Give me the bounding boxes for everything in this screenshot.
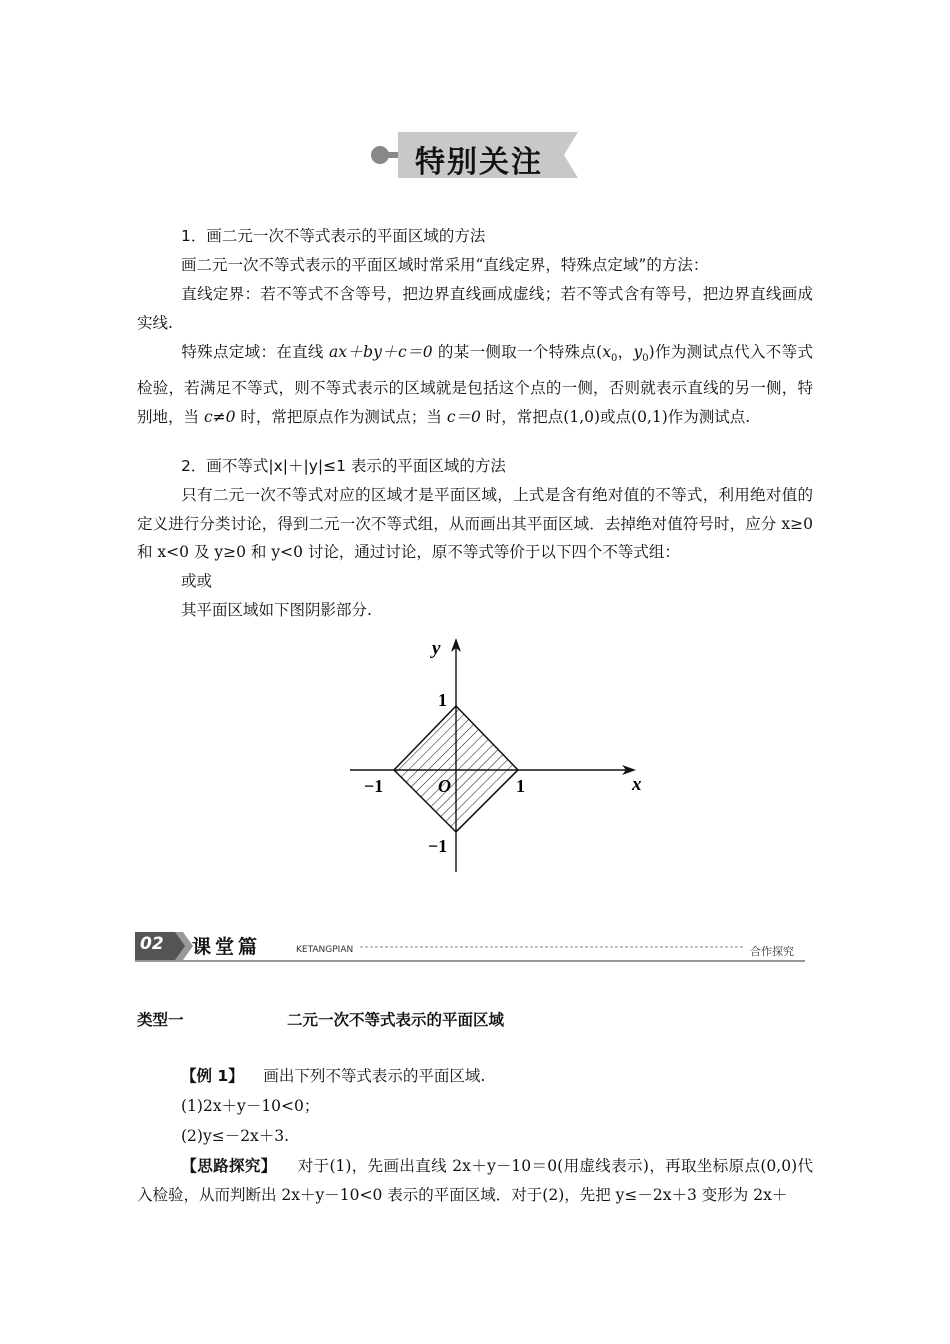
idea-tag: 【思路探究】 xyxy=(181,1157,277,1175)
x-axis-label: x xyxy=(632,774,642,795)
type-label: 类型一 xyxy=(137,1011,184,1029)
example-item-1: (1)2x＋y－10<0； xyxy=(181,1097,320,1115)
heading-1: 1．画二元一次不等式表示的平面区域的方法 xyxy=(181,227,486,245)
tick-y-neg: −1 xyxy=(428,836,448,856)
region-figure xyxy=(340,630,660,880)
section-number: 02 xyxy=(140,934,164,954)
example-1: 【例 1】 画出下列不等式表示的平面区域. xyxy=(181,1067,486,1085)
example-tag: 【例 1】 xyxy=(181,1067,244,1085)
paragraph-1: 画二元一次不等式表示的平面区域时常采用“直线定界，特殊点定域”的方法： xyxy=(181,256,709,274)
tick-y-pos: 1 xyxy=(438,690,447,710)
section-subtitle: KETANGPIAN xyxy=(296,945,354,955)
tick-x-neg: −1 xyxy=(364,776,384,796)
paragraph-3: 特殊点定域：在直线 ax＋by＋c＝0 的某一侧取一个特殊点($x_0$，$y_0$)作为测试点代入不等式检验，若满足不等式，则不等式表示的区域就是包括这个点的一侧，否则就表示直线的另一侧，特别地，当 c≠0 时，常把原点作为测试点；当 c＝0 时，常把点(1,0)或点(0,1)作为测试点. xyxy=(137,343,813,426)
section-title: 课堂篇 xyxy=(192,936,262,958)
example-item-2: (2)y≤－2x＋3. xyxy=(181,1127,290,1145)
heading-2: 2．画不等式|x|＋|y|≤1 表示的平面区域的方法 xyxy=(181,457,506,475)
tick-x-pos: 1 xyxy=(516,776,525,796)
banner-title: 特别关注 xyxy=(415,145,543,180)
type-title: 二元一次不等式表示的平面区域 xyxy=(287,1011,505,1029)
paragraph-5: 或或 xyxy=(181,572,213,590)
idea-paragraph: 【思路探究】 对于(1)，先画出直线 2x＋y－10＝0(用虚线表示)，再取坐标原点(0,0)代入检验，从而判断出 2x＋y－10<0 表示的平面区域．对于(2)，先把 y≤－2x＋3 变形为 2x＋ xyxy=(137,1157,813,1204)
paragraph-6: 其平面区域如下图阴影部分. xyxy=(181,601,372,619)
y-axis-label: y xyxy=(432,638,441,659)
section-right-label: 合作探究 xyxy=(750,945,794,958)
origin-label: O xyxy=(438,776,451,796)
paragraph-4: 只有二元一次不等式对应的区域才是平面区域，上式是含有绝对值的不等式，利用绝对值的定义进行分类讨论，得到二元一次不等式组，从而画出其平面区域．去掉绝对值符号时，应分 x≥0 和 x<0 及 y≥0 和 y<0 讨论，通过讨论，原不等式等价于以下四个不等式组： xyxy=(137,486,813,562)
paragraph-2: 直线定界：若不等式不含等号，把边界直线画成虚线；若不等式含有等号，把边界直线画成实线. xyxy=(137,285,813,332)
